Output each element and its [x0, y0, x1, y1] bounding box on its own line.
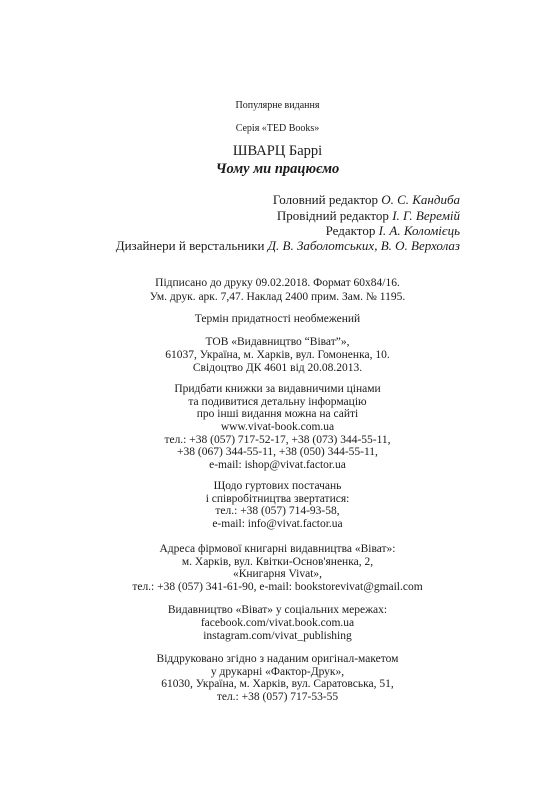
bookstore-line: Адреса фірмової книгарні видавництва «Віват»:	[159, 543, 396, 555]
credit-line	[326, 224, 460, 237]
publisher-line: ТОВ «Видавництво “Віват”»,	[205, 336, 350, 348]
shelf-life: Термін придатності необмежений	[194, 313, 361, 325]
website-link: www.vivat-book.com.ua	[220, 421, 335, 433]
printer-line: Віддруковано згідно з наданим оригінал-макетом	[156, 653, 399, 665]
wholesale-line: і співробітництва звертатися:	[205, 493, 350, 505]
credit-name: І. Г. Веремій	[392, 208, 460, 223]
credit-name: І. А. Коломієць	[378, 223, 460, 238]
bookstore-line: м. Харків, вул. Квітки-Основ'яненка, 2,	[181, 556, 374, 568]
print-info-line: Підписано до друку 09.02.2018. Формат 60х84/16.	[155, 277, 400, 289]
publisher-line: Свідоцтво ДК 4601 від 20.08.2013.	[192, 362, 363, 374]
print-info-line: Ум. друк. арк. 7,47. Наклад 2400 прим. Зам. № 1195.	[149, 291, 406, 303]
book-title: Чому ми працюємо	[215, 161, 340, 177]
book-author: ШВАРЦ Баррі	[232, 143, 323, 159]
buy-info-line: +38 (067) 344-55-11, +38 (050) 344-55-11,	[177, 446, 378, 458]
credit-name: О. С. Кандиба	[381, 192, 460, 207]
buy-info-line: про інші видання можна на сайті	[196, 408, 359, 420]
buy-info-line: та подивитися детальну інформацію	[188, 396, 367, 408]
edition-type: Популярне видання	[235, 100, 320, 111]
series-name: Серія «TED Books»	[235, 123, 320, 134]
facebook-link: facebook.com/vivat.book.com.ua	[200, 617, 355, 629]
shop-email: e-mail: ishop@vivat.factor.ua	[209, 459, 346, 471]
buy-info-line: Придбати книжки за видавничими цінами	[174, 383, 381, 395]
publisher-line: 61037, Україна, м. Харків, вул. Гомоненка, 10.	[165, 349, 390, 361]
instagram-link: instagram.com/vivat_publishing	[203, 630, 352, 642]
wholesale-email: e-mail: info@vivat.factor.ua	[212, 518, 343, 530]
credit-name: Д. В. Заболотських, В. О. Верхолаз	[267, 238, 460, 253]
buy-info-line: тел.: +38 (057) 717-52-17, +38 (073) 344-55-11,	[164, 434, 391, 446]
wholesale-line: Щодо гуртових постачань	[213, 480, 342, 492]
wholesale-line: тел.: +38 (057) 714-93-58,	[215, 505, 340, 517]
credit-line	[273, 193, 460, 206]
credit-role: Провідний редактор	[276, 208, 393, 223]
printer-line: 61030, Україна, м. Харків, вул. Саратовська, 51,	[161, 678, 394, 690]
credit-line	[116, 239, 460, 252]
social-line: Видавництво «Віват» у соціальних мережах:	[167, 604, 388, 616]
credit-role: Редактор	[325, 223, 379, 238]
bookstore-line: тел.: +38 (057) 341-61-90, e-mail: bookstorevivat@gmail.com	[132, 581, 423, 593]
bookstore-line: «Книгарня Vivat»,	[232, 568, 323, 580]
credit-role: Дизайнери й верстальники	[115, 238, 268, 253]
credit-role: Головний редактор	[272, 192, 382, 207]
printer-line: тел.: +38 (057) 717-53-55	[216, 691, 339, 703]
credit-line	[277, 209, 460, 222]
printer-line: у друкарні «Фактор-Друк»,	[210, 666, 345, 678]
